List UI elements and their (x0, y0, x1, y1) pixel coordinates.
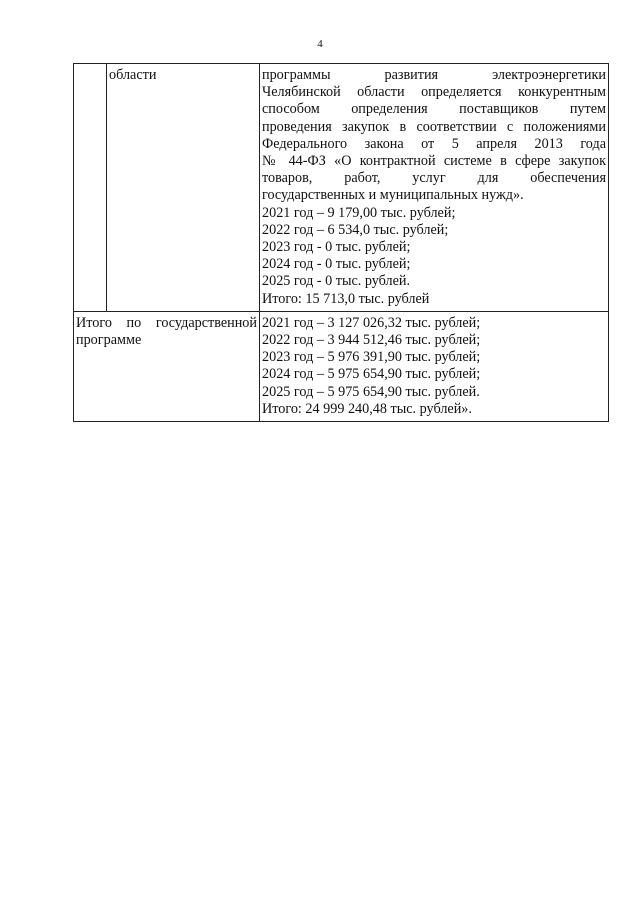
procurement-description-cell (260, 64, 609, 312)
program-total-label-line: Итого по государственной (76, 314, 257, 331)
description-line: Федерального закона от 5 апреля 2013 года (262, 135, 606, 152)
funding-year-line: 2023 год – 5 976 391,90 тыс. рублей; (262, 349, 481, 366)
description-line: способом определения поставщиков путем (262, 101, 606, 118)
funding-year-line: 2025 год - 0 тыс. рублей. (262, 273, 411, 290)
funding-year-line: 2021 год – 3 127 026,32 тыс. рублей; (262, 314, 481, 331)
region-label: области (109, 67, 157, 83)
description-line: программы развития электроэнергетики (262, 67, 606, 83)
blank-cell (74, 64, 107, 312)
page-number: 4 (317, 38, 323, 50)
description-line: проведения закупок в соответствии с положениями (262, 118, 606, 135)
funding-year-line: 2022 год – 3 944 512,46 тыс. рублей; (262, 332, 481, 349)
description-line: № 44-ФЗ «О контрактной системе в сфере закупок (262, 153, 606, 170)
funding-total-line: Итого: 15 713,0 тыс. рублей (262, 290, 430, 307)
funding-year-line: 2023 год - 0 тыс. рублей; (262, 239, 411, 256)
program-total-label-line: программе (76, 332, 142, 349)
description-line: Челябинской области определяется конкурентным (262, 84, 606, 101)
description-line: товаров, работ, услуг для обеспечения (262, 170, 606, 187)
funding-year-line: 2024 год – 5 975 654,90 тыс. рублей; (262, 366, 481, 383)
table-row-region-subprogram (74, 64, 609, 312)
funding-year-line: 2021 год – 9 179,00 тыс. рублей; (262, 204, 456, 221)
funding-year-line: 2022 год – 6 534,0 тыс. рублей; (262, 221, 449, 238)
table-row-program-total (74, 311, 609, 421)
program-total-label-cell (74, 311, 260, 421)
region-label-cell (107, 64, 260, 312)
funding-year-line: 2024 год - 0 тыс. рублей; (262, 256, 411, 273)
funding-year-line: 2025 год – 5 975 654,90 тыс. рублей. (262, 383, 480, 400)
program-funding-table (73, 63, 609, 422)
funding-total-line: Итого: 24 999 240,48 тыс. рублей». (262, 400, 472, 417)
program-total-amounts-cell (260, 311, 609, 421)
description-line: государственных и муниципальных нужд». (262, 187, 524, 204)
